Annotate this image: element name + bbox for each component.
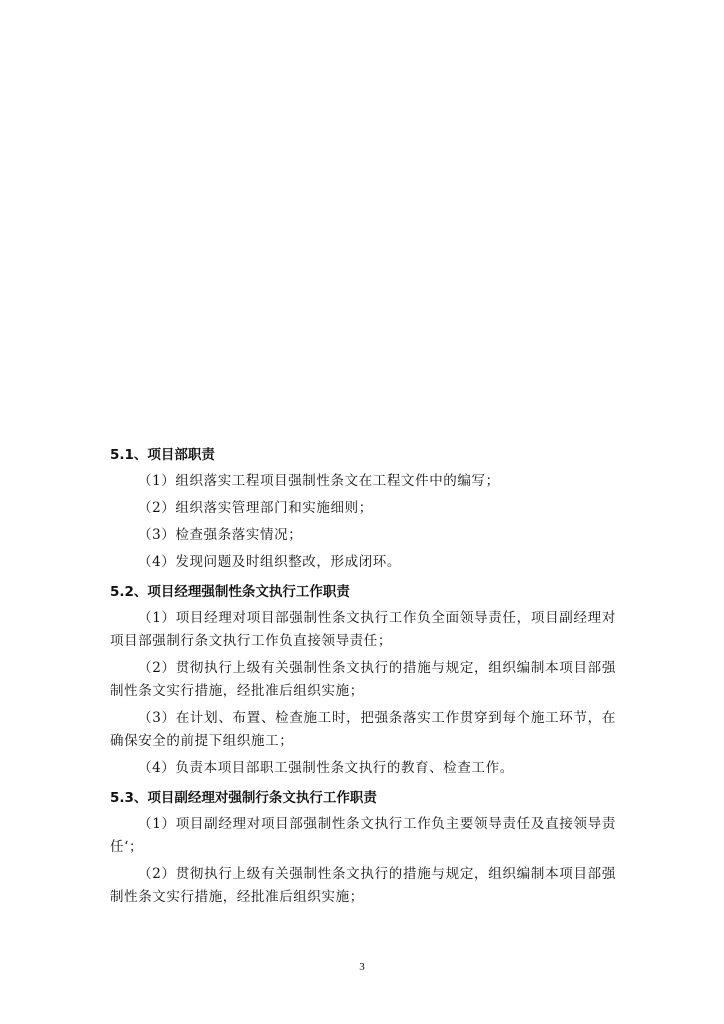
paragraph: （4）发现问题及时组织整改，形成闭环。 xyxy=(138,554,401,570)
paragraph: （2）组织落实管理部门和实施细则； xyxy=(138,500,373,516)
paragraph: （2）贯彻执行上级有关强制性条文执行的措施与规定，组织编制本项目部强制性条文实行措施，经批准后组织实施； xyxy=(110,866,616,905)
paragraph: （1）项目副经理对项目部强制性条文执行工作负主要领导责任及直接领导责任‘； xyxy=(110,816,616,855)
paragraph: （2）贯彻执行上级有关强制性条文执行的措施与规定，组织编制本项目部强制性条文实行措施，经批准后组织实施； xyxy=(110,660,616,699)
section-heading: 5.1、项目部职责 xyxy=(110,447,215,463)
section-5-1 xyxy=(110,443,616,574)
page-number: 3 xyxy=(359,961,365,973)
paragraph: （4）负责本项目部职工强制性条文执行的教育、检查工作。 xyxy=(138,760,514,776)
paragraph: （3）检查强条落实情况； xyxy=(138,527,303,543)
section-heading: 5.3、项目副经理对强制行条文执行工作职责 xyxy=(110,790,377,806)
document-body xyxy=(110,443,616,913)
paragraph: （1）项目经理对项目部强制性条文执行工作负全面领导责任，项目副经理对项目部强制行条文执行工作负直接领导责任； xyxy=(110,610,616,649)
section-5-3 xyxy=(110,786,616,909)
paragraph: （1）组织落实工程项目强制性条文在工程文件中的编写； xyxy=(138,473,500,489)
paragraph: （3）在计划、布置、检查施工时，把强条落实工作贯穿到每个施工环节，在确保安全的前提下组织施工； xyxy=(110,710,616,749)
section-5-2 xyxy=(110,580,616,780)
section-heading: 5.2、项目经理强制性条文执行工作职责 xyxy=(110,584,350,600)
